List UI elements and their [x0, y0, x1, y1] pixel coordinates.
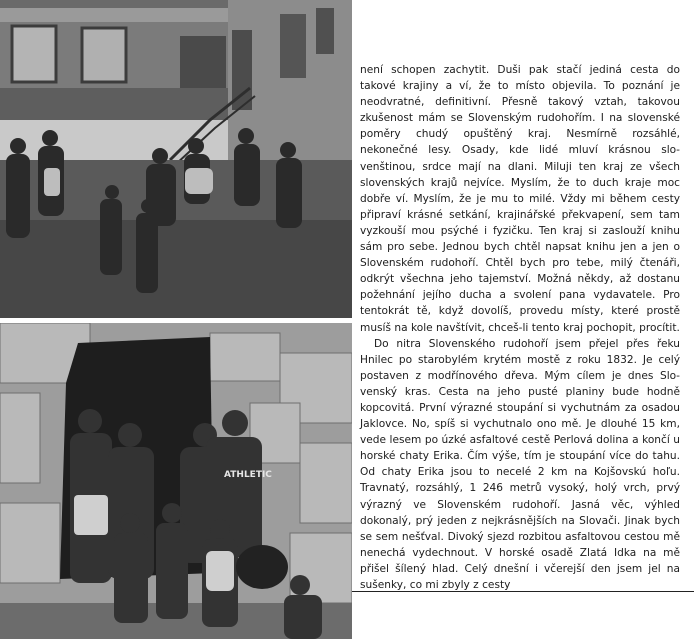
photo-bottom-illustration — [0, 323, 352, 639]
shirt-print: ATHLETIC — [224, 470, 272, 480]
paragraph-1: není schopen zachytit. Duši pak stačí jediná cesta do takové krajiny a ví, že to místo objevila. To poznání je neodvratné, definitivní. Přesně takový vztah, takovou zkušenost mám se Slovenským rudohořím. I na slovenské poměry chudý opuštěný kraj. Nesmírně rozsáhlé, nekonečné lesy. Osady, kde lidé mluví krásnou slovenštinou, srdce mají na dlani. Miluji ten kraj ze všech slovenských krajů nejvíce. Myslím, že to duch kraje moc dobře ví. Myslím, že je mu to milé. Vždy mi během cesty připraví krásné setkání, krajinářské překvapení, sem tam vyzkouší mou psýché i fyzičku. Ten kraj si zaslouží knihu sám pro sebe. Jednou bych chtěl napsat knihu jen a jen o Slovenském rudohoří. Chtěl bych pro tebe, milý čtenáři, odkrýt všechna jeho tajemství. Možná někdy, až dostanu požehnání jejího ducha a svolení pana vydavatele. Pro tentokrát tě, když dovolíš, provedu místy, které prostě musíš na kole navštívit, chceš-li tento kraj pochopit, procítit. — [360, 64, 680, 334]
bottom-rule — [352, 591, 694, 592]
photo-top-illustration — [0, 0, 352, 318]
photo-family-at-cave-entrance — [0, 323, 352, 639]
body-text-column — [360, 62, 680, 593]
photo-children-in-front-of-building — [0, 0, 352, 318]
paragraph-2: Do nitra Slovenského rudohoří jsem přejel přes řeku Hnilec po starobylém krytém mostě z roku 1832. Je celý postaven z modřínového dřeva. Mým cílem je dnes Slovenský kras. Cesta na jeho pusté planiny bude hodně kopcovitá. První výrazné stoupání si vychutnám za osadou Jaklovce. No, spíš si vychutnalo ono mě. Je dlouhé 15 km, vede lesem po úzké asfaltové cestě Perlová dolina a končí u horské chaty Erika. Čím výše, tím je stoupání více do tahu. Od chaty Erika jsou to necelé 2 km na Kojšovskú hoľu. Travnatý, rozsáhlý, 1 246 metrů vysoký, holý vrch, prvý výrazný ve Slovenském rudohoří. Jasná věc, výhled dokonalý, prý jeden z nejkrásnějších na Slovači. Jinak bych se sem nešťval. Divoký sjezd rozbitou asfaltovou cestou mě nenechá vydechnout. V horské osadě Zlatá Idka na mě přišel šílený hlad. Celý dnešní i včerejší den jsem jel na sušenky, co mi zbyly z cesty — [360, 337, 680, 591]
